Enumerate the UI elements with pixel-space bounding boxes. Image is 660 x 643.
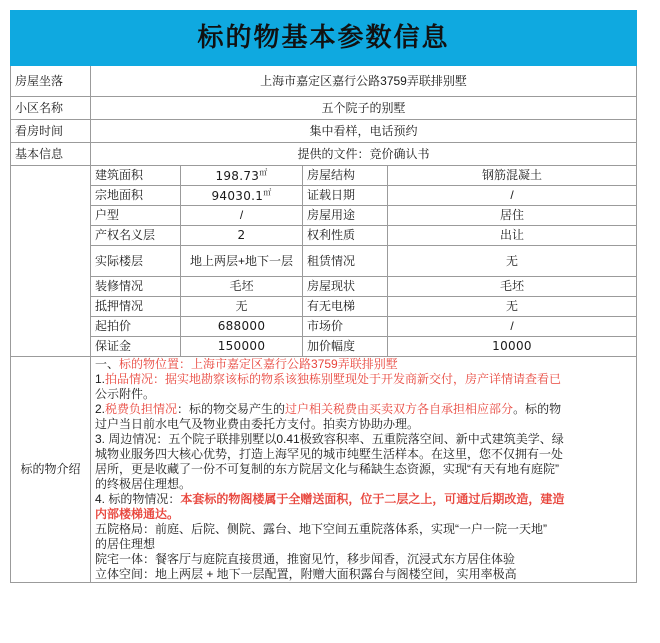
param-value-land-area-number: 94030.1: [211, 188, 264, 203]
table-row: [11, 277, 637, 297]
description-segment: 。标的物: [513, 402, 562, 416]
param-value-nominal-floor: 2: [181, 226, 303, 246]
description-line-item4b: [95, 507, 632, 522]
description-segment: 的终极居住理想。: [95, 477, 192, 491]
table-row: [11, 166, 637, 186]
description-line-feat2: [95, 552, 632, 567]
description-segment: 本套标的物阁楼属于全赠送面积，位于二层之上，可通过后期改造，建造: [180, 492, 565, 506]
description-line-item3c: [95, 462, 632, 477]
param-unit-building-area: ㎡: [259, 167, 268, 177]
param-label-decoration: 装修情况: [91, 277, 181, 297]
param-value-lease-status: 无: [388, 246, 637, 277]
param-value-usage: 居住: [388, 206, 637, 226]
description-segment: 的居住理想: [95, 537, 156, 551]
title-banner: [11, 11, 637, 66]
row-label-viewing-time: 看房时间: [11, 120, 91, 143]
description-segment: 3. 周边情况：五个院子联排别墅以0.41极致容积率、五重院落空间、新中式建筑美学、绿: [95, 432, 564, 446]
description-line-item3d: [95, 477, 632, 492]
description-line-item4: [95, 492, 632, 507]
param-block-spacer: [11, 166, 91, 357]
param-value-cert-date: /: [388, 186, 637, 206]
param-value-decoration: 毛坯: [181, 277, 303, 297]
param-value-structure: 钢筋混凝土: [388, 166, 637, 186]
description-label: 标的物介绍: [11, 357, 91, 583]
param-label-deposit: 保证金: [91, 337, 181, 357]
table-row: [11, 97, 637, 120]
param-label-rights-nature: 权利性质: [303, 226, 388, 246]
param-label-structure: 房屋结构: [303, 166, 388, 186]
param-value-starting-price: 688000: [181, 317, 303, 337]
description-segment: 过户当日前水电气及物业费由委托方支付。拍卖方协助办理。: [95, 417, 420, 431]
param-value-land-area: [181, 186, 303, 206]
description-line-feat1: [95, 522, 632, 537]
description-segment: 院宅一体：餐客厅与庭院直接贯通，推窗见竹，移步闻香，沉浸式东方居住体验: [95, 552, 516, 566]
param-label-building-area: 建筑面积: [91, 166, 181, 186]
param-value-current-status: 毛坯: [388, 277, 637, 297]
row-value-community: 五个院子的别墅: [91, 97, 637, 120]
param-label-layout: 户型: [91, 206, 181, 226]
param-label-usage: 房屋用途: [303, 206, 388, 226]
title-row: [11, 11, 637, 66]
description-line-item1b: [95, 387, 632, 402]
row-value-basic-info: 提供的文件：竞价确认书: [91, 143, 637, 166]
table-row: [11, 297, 637, 317]
row-label-address: 房屋坐落: [11, 66, 91, 97]
description-segment: 居所，更是收藏了一份不可复制的东方院居文化与稀缺生态资源，实现“有天有地有庭院”: [95, 462, 559, 476]
param-label-current-status: 房屋现状: [303, 277, 388, 297]
description-segment: 公示附件。: [95, 387, 156, 401]
table-row: [11, 357, 637, 583]
description-segment: 拍品情况：据实地勘察该标的物系该独栋别墅现处于开发商新交付，房产详情请查看已: [105, 372, 562, 386]
param-label-starting-price: 起拍价: [91, 317, 181, 337]
description-segment: 内部楼梯通达。: [95, 507, 180, 521]
param-label-lease-status: 租赁情况: [303, 246, 388, 277]
table-row: [11, 246, 637, 277]
param-label-nominal-floor: 产权名义层: [91, 226, 181, 246]
param-value-actual-floor: 地上两层+地下一层: [181, 246, 303, 277]
table-row: [11, 186, 637, 206]
param-unit-land-area: ㎡: [263, 187, 272, 197]
table-row: [11, 206, 637, 226]
description-segment: 税费负担情况: [105, 402, 178, 416]
description-segment: ：标的物交易产生的: [177, 402, 286, 416]
param-label-actual-floor: 实际楼层: [91, 246, 181, 277]
table-row: [11, 337, 637, 357]
page-title: 标的物基本参数信息: [197, 23, 450, 53]
param-label-market-price: 市场价: [303, 317, 388, 337]
param-value-mortgage: 无: [181, 297, 303, 317]
description-lines: [95, 357, 632, 582]
description-line-feat1b: [95, 537, 632, 552]
description-line-item2: [95, 402, 632, 417]
param-label-bid-increment: 加价幅度: [303, 337, 388, 357]
param-label-land-area: 宗地面积: [91, 186, 181, 206]
param-value-deposit: 150000: [181, 337, 303, 357]
description-line-item3: [95, 432, 632, 447]
param-value-bid-increment: 10000: [388, 337, 637, 357]
description-line-feat3: [95, 567, 632, 582]
description-segment: 1.: [95, 372, 106, 386]
param-label-elevator: 有无电梯: [303, 297, 388, 317]
description-segment: 城物业服务四大核心优势，打造上海罕见的城市纯墅生活样本。在这里，您不仅拥有一处: [95, 447, 564, 461]
description-segment: 标的物位置：上海市嘉定区嘉行公路3759弄联排别墅: [119, 357, 398, 371]
row-value-viewing-time: 集中看样，电话预约: [91, 120, 637, 143]
row-label-basic-info: 基本信息: [11, 143, 91, 166]
param-value-building-area: [181, 166, 303, 186]
param-value-layout: /: [181, 206, 303, 226]
description-segment: 2.: [95, 402, 106, 416]
param-label-cert-date: 证载日期: [303, 186, 388, 206]
description-body: [91, 357, 637, 583]
description-segment: 立体空间：地上两层 + 地下一层配置，附赠大面积露台与阁楼空间，实用率极高: [95, 567, 517, 581]
row-label-community: 小区名称: [11, 97, 91, 120]
param-label-mortgage: 抵押情况: [91, 297, 181, 317]
row-value-address: 上海市嘉定区嘉行公路3759弄联排别墅: [91, 66, 637, 97]
table-row: [11, 66, 637, 97]
description-line-item2b: [95, 417, 632, 432]
param-value-building-area-number: 198.73: [215, 168, 260, 183]
param-value-market-price: /: [388, 317, 637, 337]
param-value-elevator: 无: [388, 297, 637, 317]
table-row: [11, 226, 637, 246]
table-row: [11, 143, 637, 166]
description-segment: 五院格局：前庭、后院、侧院、露台、地下空间五重院落体系，实现“一户一院一天地”: [95, 522, 547, 536]
description-line-item1: [95, 372, 632, 387]
property-parameters-table: [10, 10, 637, 583]
table-row: [11, 317, 637, 337]
description-segment: 4. 标的物情况：: [95, 492, 181, 506]
description-line-item3b: [95, 447, 632, 462]
description-segment: 过户相关税费由买卖双方各自承担相应部分: [285, 402, 514, 416]
table-row: [11, 120, 637, 143]
param-value-rights-nature: 出让: [388, 226, 637, 246]
description-line-loc: [95, 357, 632, 372]
description-segment: 一、: [95, 357, 120, 371]
